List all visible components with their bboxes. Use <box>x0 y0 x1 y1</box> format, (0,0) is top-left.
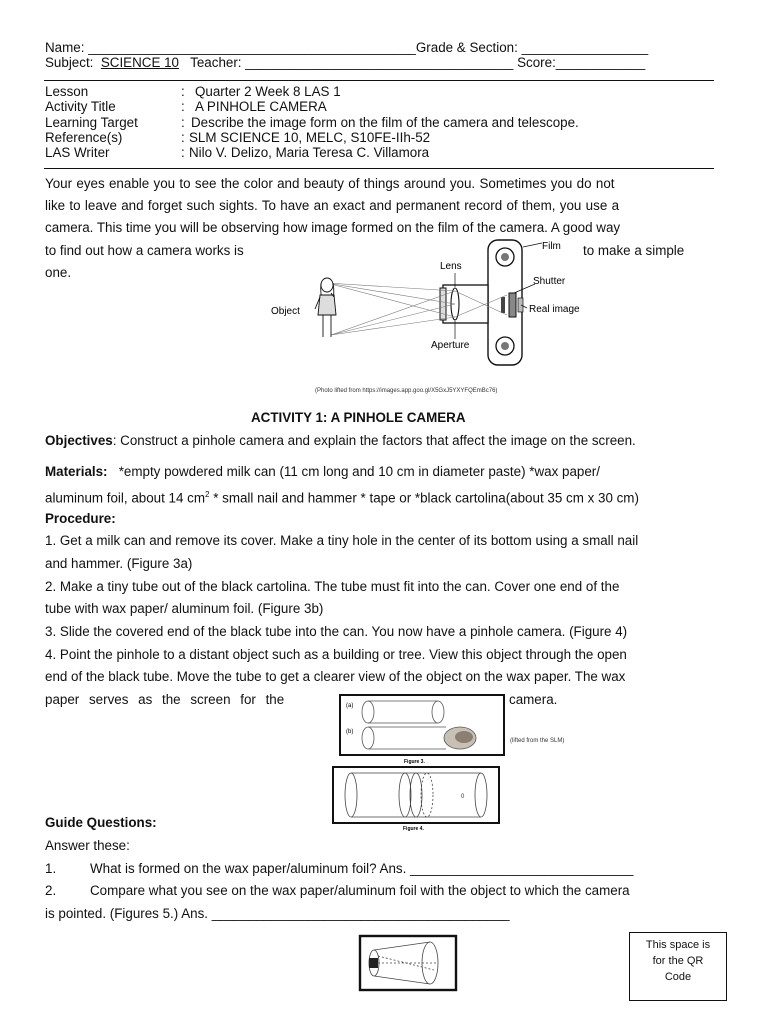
question-number: 1. <box>45 861 57 876</box>
materials-label: Materials: <box>45 464 108 479</box>
materials-text: *empty powdered milk can (11 cm long and 10 cm in diameter paste) *wax paper/ <box>118 464 600 479</box>
fig3-credit: (lifted from the SLM) <box>510 738 565 744</box>
materials-text: * small nail and hammer * tape or *black cartolina(about 35 cm x 30 cm) <box>209 490 639 506</box>
figure-3 <box>338 693 506 765</box>
teacher-label: Teacher: <box>190 55 242 70</box>
label-film: Film <box>542 241 561 252</box>
camera-credit: (Photo lifted from https://images.app.goo.gl/X5GxJ5YXYFQEmBc76) <box>315 388 498 394</box>
score-field[interactable]: ____________ <box>555 55 646 70</box>
info-value: Quarter 2 Week 8 LAS 1 <box>195 84 341 99</box>
info-row <box>45 84 341 99</box>
info-sep: : <box>181 99 185 115</box>
procedure-step: 3. Slide the covered end of the black tube into the can. You now have a pinhole camera. (Figure 4) <box>45 624 628 639</box>
intro-line: one. <box>45 265 72 280</box>
grade-label: Grade & Section: <box>415 40 518 55</box>
intro-line: to make a simple <box>583 243 685 258</box>
objectives-label: Objectives <box>45 433 113 448</box>
materials-line <box>45 487 639 506</box>
info-sep: : <box>181 84 185 99</box>
camera-diagram <box>265 235 590 370</box>
objectives-text: : Construct a pinhole camera and explain the factors that affect the image on the screen. <box>112 433 636 448</box>
info-divider <box>44 168 714 169</box>
real-image-figure <box>518 298 523 312</box>
name-label: Name: <box>45 40 85 55</box>
info-value: Describe the image form on the film of the camera and telescope. <box>191 114 579 130</box>
intro-line: Your eyes enable you to see the color and beauty of things around you. Sometimes you do not <box>45 176 615 191</box>
info-label: LAS Writer <box>45 145 110 161</box>
fig3-a-label: (a) <box>346 703 354 709</box>
label-real-image: Real image <box>529 304 580 315</box>
procedure-step: end of the black tube. Move the tube to get a clearer view of the object on the wax paper. The wax <box>45 669 626 684</box>
answer-these: Answer these: <box>45 838 130 853</box>
intro-line: to find out how a camera works is <box>45 243 244 258</box>
procedure-step: paper serves as the screen for the <box>45 692 285 707</box>
materials-text: aluminum foil, about 14 cm <box>45 490 206 506</box>
info-value: Nilo V. Delizo, Maria Teresa C. Villamora <box>189 145 430 161</box>
info-row <box>45 99 327 115</box>
header-divider <box>44 80 714 81</box>
intro-line: camera. This time you will be observing how image formed on the film of the camera. A good way <box>45 220 621 235</box>
objectives <box>45 433 636 449</box>
info-row <box>45 129 431 145</box>
teacher-field[interactable]: ____________________________________ <box>245 55 514 70</box>
grade-field[interactable]: _________________ <box>521 40 649 55</box>
procedure-label: Procedure: <box>45 511 116 526</box>
film <box>501 297 505 313</box>
info-row <box>45 114 579 130</box>
subject-label: Subject: <box>45 55 94 70</box>
procedure-step: 2. Make a tiny tube out of the black cartolina. The tube must fit into the can. Cover one end of the <box>45 579 620 594</box>
procedure-step: 1. Get a milk can and remove its cover. Make a tiny hole in the center of its bottom using a small nail <box>45 533 639 548</box>
name-row <box>45 40 648 56</box>
info-sep: : <box>181 145 185 161</box>
label-lens: Lens <box>440 261 462 272</box>
score-label: Score: <box>517 55 556 70</box>
label-object: Object <box>271 306 300 317</box>
qr-text: This space is <box>645 939 711 951</box>
materials-line <box>45 464 600 480</box>
activity-title: ACTIVITY 1: A PINHOLE CAMERA <box>251 410 466 425</box>
figure-4 <box>331 765 501 833</box>
procedure-step: and hammer. (Figure 3a) <box>45 556 193 571</box>
info-row <box>45 145 430 161</box>
info-label: Learning Target <box>45 114 138 130</box>
guide-label: Guide Questions: <box>45 815 157 830</box>
fig4-caption: Figure 4. <box>403 826 424 832</box>
question-2: Compare what you see on the wax paper/aluminum foil with the object to which the camera <box>90 883 630 898</box>
info-label: Lesson <box>45 84 89 99</box>
subject-value: SCIENCE 10 <box>100 55 179 70</box>
procedure-step: tube with wax paper/ aluminum foil. (Figure 3b) <box>45 601 324 616</box>
info-value: SLM SCIENCE 10, MELC, S10FE-IIh-52 <box>189 129 431 145</box>
qr-code-placeholder <box>629 932 727 1001</box>
intro-line: like to leave and forget such sights. To have an exact and permanent record of them, you use a <box>45 198 620 213</box>
procedure-step: 4. Point the pinhole to a distant object such as a building or tree. View this object through the open <box>45 647 627 662</box>
label-shutter: Shutter <box>533 276 566 287</box>
info-sep: : <box>181 114 185 130</box>
qr-text: Code <box>664 971 692 983</box>
info-value: A PINHOLE CAMERA <box>195 99 327 115</box>
name-field[interactable]: ____________________________________________ <box>88 40 416 55</box>
fig3-caption: Figure 3. <box>404 759 425 765</box>
qr-text: for the QR <box>652 955 704 967</box>
info-label: Activity Title <box>45 99 116 115</box>
question-2-answer[interactable]: is pointed. (Figures 5.) Ans. ________________________________________ <box>45 906 510 921</box>
label-aperture: Aperture <box>431 340 470 351</box>
question-1[interactable]: What is formed on the wax paper/aluminum foil? Ans. ______________________________ <box>90 861 634 876</box>
info-label: Reference(s) <box>45 129 123 145</box>
fig3-b-label: (b) <box>346 729 354 735</box>
figure-5 <box>358 934 458 992</box>
object-figure <box>315 278 336 337</box>
shutter <box>509 293 516 317</box>
svg-text:0: 0 <box>461 794 465 800</box>
procedure-step: camera. <box>509 692 558 707</box>
superscript: 2 <box>205 490 210 499</box>
subject-row <box>45 55 645 71</box>
question-number: 2. <box>45 883 57 898</box>
lesson-info <box>45 84 579 161</box>
info-sep: : <box>181 129 185 145</box>
